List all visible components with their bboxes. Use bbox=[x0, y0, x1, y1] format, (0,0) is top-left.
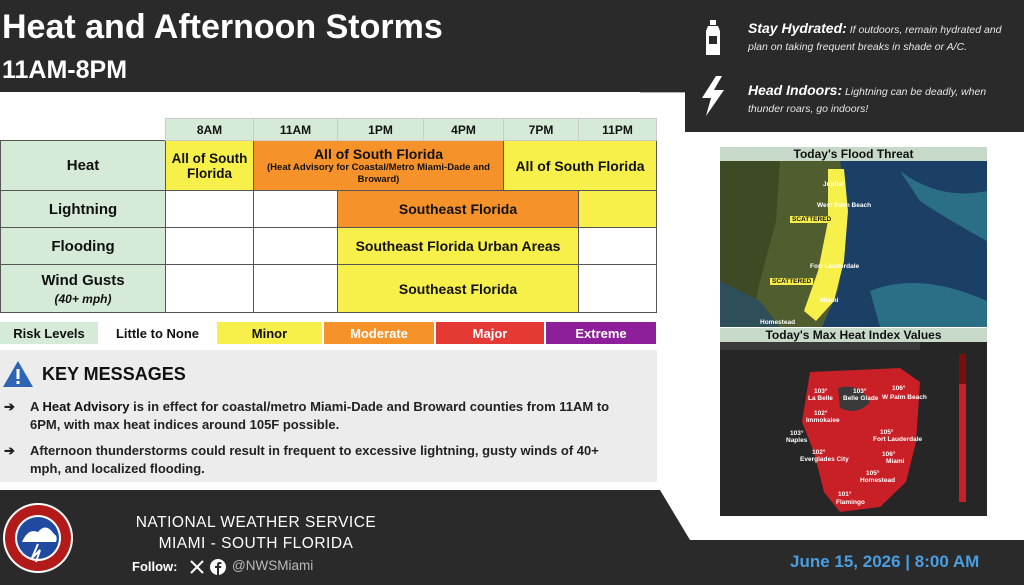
follow-label: Follow: bbox=[132, 559, 178, 574]
time-header-row bbox=[1, 119, 657, 141]
key-message-1 bbox=[4, 398, 630, 434]
key-message-1-highlight: Heat Advisory bbox=[42, 399, 130, 414]
legend-moderate: Moderate bbox=[324, 322, 434, 344]
wind-row-label bbox=[1, 265, 166, 313]
heat-map-graphic bbox=[720, 342, 987, 516]
lightning-row bbox=[1, 191, 657, 228]
heat-city-naples: Naples bbox=[786, 437, 808, 444]
heat-value-fort-lauderdale: 105° bbox=[880, 429, 894, 436]
lightning-cell-11pm bbox=[579, 191, 657, 228]
city-jupiter: Jupiter bbox=[823, 181, 845, 188]
city-fort-lauderdale: Fort Lauderdale bbox=[810, 263, 860, 270]
x-social-icon[interactable] bbox=[190, 560, 204, 574]
lightning-row-label: Lightning bbox=[1, 191, 166, 228]
heat-value-homestead: 105° bbox=[866, 470, 880, 477]
heat-value-flamingo: 101° bbox=[838, 491, 852, 498]
city-miami: Miami bbox=[820, 297, 839, 304]
heat-city-flamingo: Flamingo bbox=[836, 499, 865, 506]
legend-major: Major bbox=[436, 322, 544, 344]
tip-hydrated-text: If outdoors, remain hydrated and plan on taking frequent breaks in shade or A/C. bbox=[748, 24, 1002, 53]
heat-city-belle-glade: Belle Glade bbox=[843, 395, 879, 402]
heat-map-title: Today's Max Heat Index Values bbox=[720, 328, 987, 342]
hazard-timeline-table bbox=[0, 118, 657, 313]
footer-org-office: MIAMI - SOUTH FLORIDA bbox=[158, 535, 354, 552]
flood-threat-map bbox=[720, 147, 987, 327]
city-west-palm-beach: West Palm Beach bbox=[817, 202, 872, 209]
issued-date: June 15, 2026 | 8:00 AM bbox=[790, 552, 980, 571]
key-message-2 bbox=[4, 442, 630, 478]
lightning-cell-8am bbox=[166, 191, 254, 228]
flooding-row bbox=[1, 228, 657, 265]
time-11pm: 11PM bbox=[579, 119, 657, 141]
tip-hydrated-heading: Stay Hydrated: bbox=[748, 20, 847, 36]
heat-advisory-area: All of South Florida bbox=[313, 145, 444, 162]
nws-logo bbox=[2, 502, 74, 574]
legend-little-to-none: Little to None bbox=[100, 322, 215, 344]
wind-row bbox=[1, 265, 657, 313]
wind-cell-8am bbox=[166, 265, 254, 313]
heat-city-la-belle: La Belle bbox=[808, 395, 833, 402]
heat-value-miami: 106° bbox=[882, 451, 896, 458]
flood-map-graphic bbox=[720, 161, 987, 327]
wind-cell-11am bbox=[254, 265, 338, 313]
legend-title: Risk Levels bbox=[0, 322, 98, 344]
heat-index-map bbox=[720, 328, 987, 516]
tip-hydrated bbox=[748, 20, 1016, 56]
heat-city-fort-lauderdale: Fort Lauderdale bbox=[873, 436, 923, 443]
arrow-icon: ➔ bbox=[4, 399, 15, 414]
flood-map-image bbox=[720, 161, 987, 327]
key-message-1-intro: A bbox=[30, 399, 43, 414]
flood-tag-scattered-1: SCATTERED bbox=[792, 216, 832, 223]
footer-org-name: NATIONAL WEATHER SERVICE bbox=[135, 514, 377, 531]
heat-city-miami: Miami bbox=[886, 458, 905, 465]
flood-map-title: Today's Flood Threat bbox=[720, 147, 987, 161]
heat-value-belle-glade: 103° bbox=[853, 388, 867, 395]
arrow-icon: ➔ bbox=[4, 443, 15, 458]
lightning-cell-11am bbox=[254, 191, 338, 228]
heat-city-everglades-city: Everglades City bbox=[800, 456, 849, 463]
heat-cell-advisory bbox=[254, 141, 504, 191]
wind-row-sublabel: (40+ mph) bbox=[54, 291, 112, 306]
heat-value-la-belle: 103° bbox=[814, 388, 828, 395]
facebook-icon[interactable] bbox=[210, 559, 226, 575]
lightning-bolt-icon bbox=[698, 76, 728, 116]
flooding-row-label: Flooding bbox=[1, 228, 166, 265]
heat-city-immokalee: Immokalee bbox=[806, 417, 840, 424]
tip-indoors-text: Lightning can be deadly, when thunder roars, go indoors! bbox=[748, 86, 987, 115]
heat-value-w-palm-beach: 106° bbox=[892, 385, 906, 392]
time-11am: 11AM bbox=[254, 119, 338, 141]
table-corner bbox=[1, 119, 166, 141]
lightning-cell-main: Southeast Florida bbox=[338, 191, 579, 228]
heat-value-immokalee: 102° bbox=[814, 410, 828, 417]
page-subtitle: 11AM-8PM bbox=[2, 56, 128, 84]
flooding-cell-8am bbox=[166, 228, 254, 265]
legend-extreme: Extreme bbox=[546, 322, 656, 344]
tip-indoors bbox=[748, 82, 1016, 118]
time-4pm: 4PM bbox=[424, 119, 504, 141]
key-message-1-body: is in effect for coastal/metro Miami-Dade and Broward counties from 11AM to 6PM, with max heat indices around 105F possible. bbox=[30, 399, 610, 432]
wind-cell-11pm bbox=[579, 265, 657, 313]
flood-tag-scattered-2: SCATTERED bbox=[772, 278, 812, 285]
page-title: Heat and Afternoon Storms bbox=[2, 8, 443, 46]
heat-value-everglades-city: 102° bbox=[812, 449, 826, 456]
heat-cell-early: All of South Florida bbox=[166, 141, 254, 191]
heat-map-image bbox=[720, 342, 987, 516]
flooding-cell-11am bbox=[254, 228, 338, 265]
warning-icon bbox=[2, 360, 34, 388]
flooding-cell-11pm bbox=[579, 228, 657, 265]
tip-indoors-heading: Head Indoors: bbox=[748, 82, 843, 98]
risk-legend bbox=[0, 322, 658, 344]
flooding-cell-main: Southeast Florida Urban Areas bbox=[338, 228, 579, 265]
time-1pm: 1PM bbox=[338, 119, 424, 141]
key-messages-title: KEY MESSAGES bbox=[42, 364, 186, 384]
heat-row-label: Heat bbox=[1, 141, 166, 191]
legend-minor: Minor bbox=[217, 322, 322, 344]
heat-advisory-note: (Heat Advisory for Coastal/Metro Miami-Dade and Broward) bbox=[267, 161, 490, 185]
social-handle[interactable]: @NWSMiami bbox=[232, 558, 314, 573]
heat-city-w-palm-beach: W Palm Beach bbox=[882, 394, 927, 401]
key-message-2-body: Afternoon thunderstorms could result in frequent to excessive lightning, gusty winds of 40+ mph, and localized flooding. bbox=[30, 443, 599, 476]
wind-row-title: Wind Gusts bbox=[41, 271, 125, 289]
key-messages-panel bbox=[0, 350, 657, 482]
time-7pm: 7PM bbox=[504, 119, 579, 141]
heat-row bbox=[1, 141, 657, 191]
wind-cell-main: Southeast Florida bbox=[338, 265, 579, 313]
heat-value-naples: 103° bbox=[790, 430, 804, 437]
water-bottle-icon bbox=[705, 20, 721, 56]
city-homestead: Homestead bbox=[760, 319, 796, 326]
heat-city-homestead: Homestead bbox=[860, 477, 896, 484]
heat-cell-late: All of South Florida bbox=[504, 141, 657, 191]
time-8am: 8AM bbox=[166, 119, 254, 141]
